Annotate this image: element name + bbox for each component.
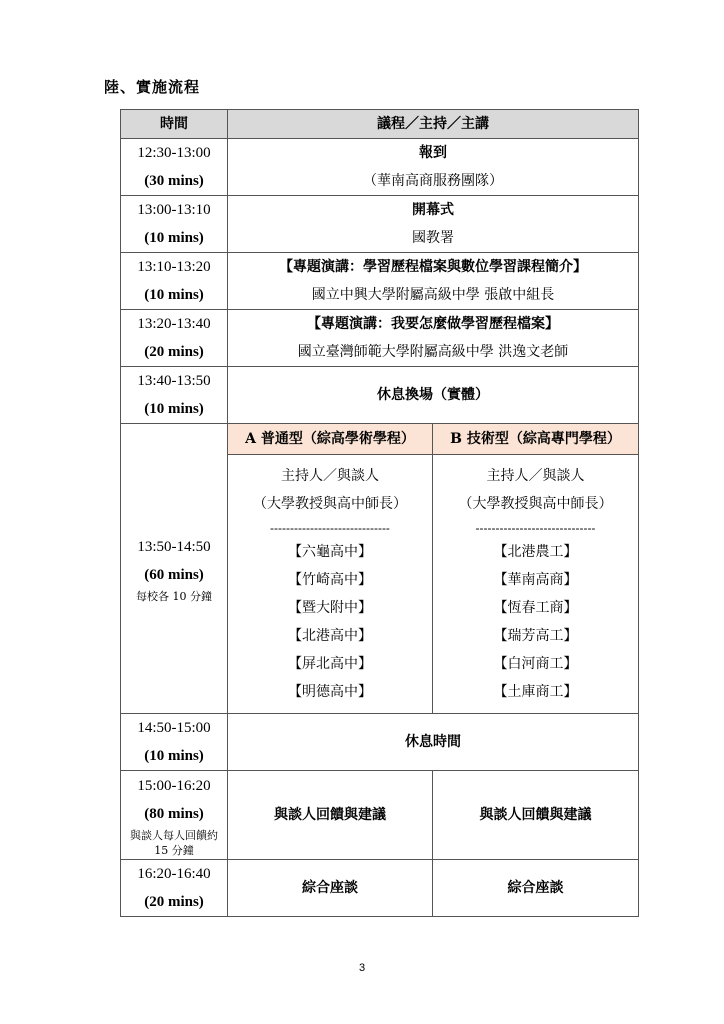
track-a-school: 【屏北高中】 [288,656,372,672]
table-row [121,253,639,310]
section-title: 陸、實施流程 [104,78,201,96]
table-row [121,139,639,196]
page-number: 3 [358,962,366,974]
track-a-title: A 普通型（綜高學術學程） [228,424,433,455]
row-time: 13:20-13:40 [137,316,211,332]
table-row [121,860,639,917]
break2-title: 休息時間 [405,734,461,750]
track-a-school: 【竹崎高中】 [288,572,372,588]
feedback-note: 與談人每人回饋約 15 分鐘 [130,829,218,857]
breakout-note: 每校各 10 分鐘 [136,590,212,603]
track-a-host: 主持人／與談人 [281,468,379,484]
agenda-table [120,109,639,917]
row-duration: (30 mins) [144,173,204,189]
table-header-row [121,110,639,139]
feedback-duration: (80 mins) [144,806,204,822]
forum-time: 16:20-16:40 [137,866,211,882]
row-duration: (10 mins) [144,287,204,303]
track-b-school: 【華南高商】 [493,572,578,588]
row-time: 13:00-13:10 [137,202,211,218]
row-sub: 國立中興大學附屬高級中學 張啟中組長 [311,287,555,303]
track-b-school: 【恆春工商】 [493,600,578,616]
row-time: 13:40-13:50 [137,373,211,389]
row-time: 13:10-13:20 [137,259,211,275]
feedback-time: 15:00-16:20 [137,778,211,794]
table-row [121,771,639,860]
feedback-a: 與談人回饋與建議 [228,771,433,860]
track-a-school: 【暨大附中】 [288,600,372,616]
track-a-divider: ------------------------------ [270,521,390,535]
track-a-host-sub: （大學教授與高中師長） [253,496,407,512]
track-b-divider: ------------------------------ [475,521,596,535]
row-title: 報到 [419,145,447,161]
header-time: 時間 [121,110,228,139]
row-sub: （華南高商服務團隊） [363,173,503,189]
feedback-b: 與談人回饋與建議 [433,771,639,860]
row-sub: 國立臺灣師範大學附屬高級中學 洪逸文老師 [297,344,569,360]
row-duration: (10 mins) [144,401,204,417]
header-agenda: 議程／主持／主講 [228,110,639,139]
forum-a: 綜合座談 [228,860,433,917]
track-b-host: 主持人／與談人 [486,468,585,484]
row-sub: 國教署 [412,230,454,246]
row-title: 【專題演講：我要怎麼做學習歷程檔案】 [307,316,559,332]
track-b-school: 【瑞芳高工】 [493,628,578,644]
table-row [121,367,639,424]
forum-duration: (20 mins) [144,894,204,910]
track-b-host-sub: （大學教授與高中師長） [458,496,613,512]
row-title: 休息換場（實體） [377,387,489,403]
track-b-school: 【北港農工】 [493,544,578,560]
track-b-school: 【土庫商工】 [493,684,578,700]
table-row-breakout [121,424,639,455]
break2-time: 14:50-15:00 [137,720,211,736]
forum-b: 綜合座談 [433,860,639,917]
track-a-school: 【六龜高中】 [288,544,372,560]
row-duration: (10 mins) [144,230,204,246]
row-time: 12:30-13:00 [137,145,211,161]
track-b-title: B 技術型（綜高專門學程） [433,424,639,455]
breakout-duration: (60 mins) [144,567,204,583]
track-a-school: 【北港高中】 [288,628,372,644]
row-title: 開幕式 [412,202,454,218]
break2-duration: (10 mins) [144,748,204,764]
table-row [121,310,639,367]
track-b-school: 【白河商工】 [493,656,578,672]
table-row [121,714,639,771]
row-title: 【專題演講：學習歷程檔案與數位學習課程簡介】 [279,259,587,275]
track-a-school: 【明德高中】 [288,684,372,700]
row-duration: (20 mins) [144,344,204,360]
breakout-time: 13:50-14:50 [137,539,211,555]
table-row [121,196,639,253]
